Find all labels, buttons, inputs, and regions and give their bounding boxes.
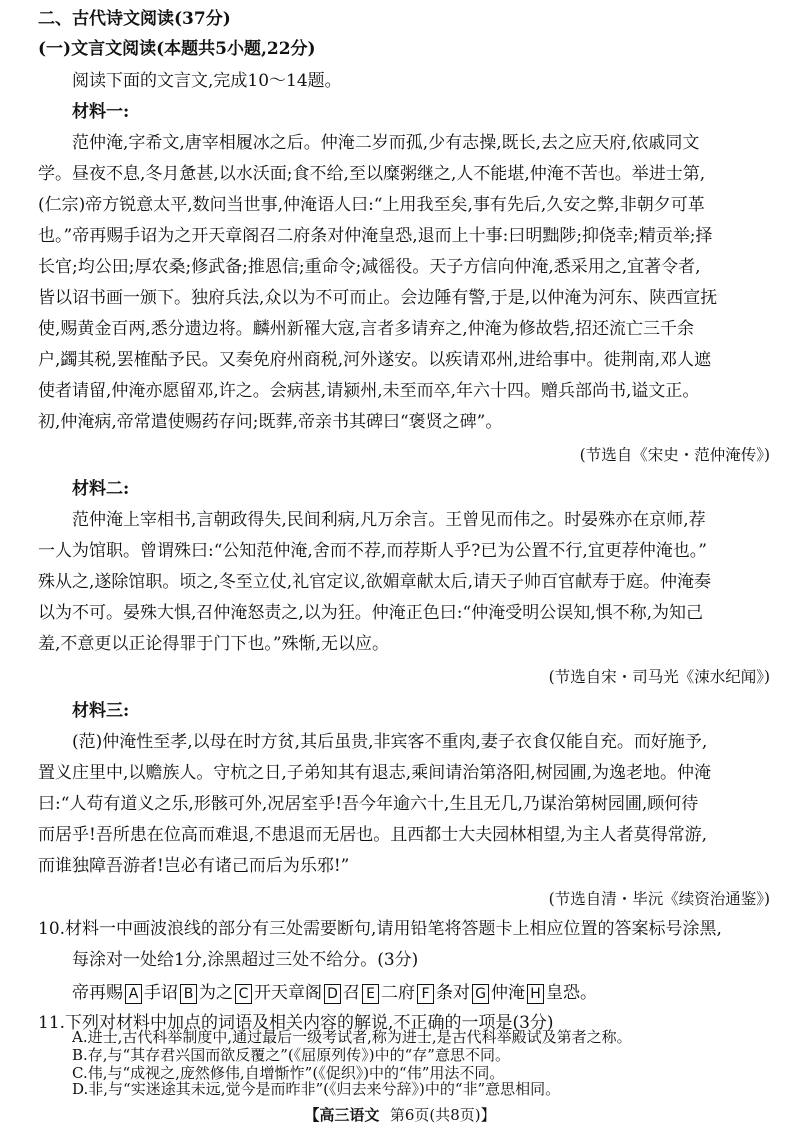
material1-line: 皆以诏书画一颁下。独府兵法,众以为不可而止。会边陲有警,于是,以仲淹为河东、陕西宣抚: [38, 288, 718, 308]
material2-line: 以为不可。晏殊大惧,召仲淹怒责之,以为狂。仲淹正色曰:“仲淹受明公误知,惧不称,为知己: [38, 603, 704, 623]
q10-segment: 二府: [381, 983, 415, 1003]
footer-label: 【高三语文: [304, 1106, 380, 1124]
q10-box[interactable]: F: [417, 984, 434, 1004]
material3-line: 而居乎!吾所患在位高而难退,不患退而无居也。且西都士大夫园林相望,为主人者莫得常游,: [38, 825, 708, 845]
q11-option-d: D.非,与“实迷途其未远,觉今是而昨非”(《归去来兮辞》)中的“非”意思相同。: [72, 1080, 561, 1098]
q11-stem: 11.下列对材料中加点的词语及相关内容的解说,不正确的一项是(3分): [38, 1013, 554, 1033]
material3-line: 曰:“人苟有道义之乐,形骸可外,况居室乎!吾今年逾六十,生且无几,乃谋治第树园圃,顾何待: [38, 794, 699, 814]
material3-heading: 材料三:: [72, 701, 130, 721]
material1-line: 户,蠲其税,罢榷酤予民。又奏免府州商税,河外遂安。以疾请邓州,进给事中。徙荆南,邓人遮: [38, 350, 712, 370]
material2-line: 殊从之,遂除馆职。顷之,冬至立仗,礼官定议,欲媚章献太后,请天子帅百官献寿于庭。仲淹奏: [38, 572, 712, 592]
page-footer: [0, 1104, 800, 1125]
q10-box[interactable]: C: [235, 984, 252, 1004]
section-title: 二、古代诗文阅读(37分): [38, 9, 231, 29]
q10-segment: 召: [343, 983, 360, 1003]
material2-line: 羞,不意更以正论得罪于门下也。”殊惭,无以应。: [38, 634, 389, 654]
material2-source: (节选自宋・司马光《涑水纪闻》): [548, 668, 770, 686]
q10-segment: 手诏: [144, 983, 178, 1003]
material1-line: 初,仲淹病,帝常遣使赐药存问;既葬,帝亲书其碑曰“褒贤之碑”。: [38, 412, 503, 432]
material3-line: 置义庄里中,以赡族人。守杭之日,子弟知其有退志,乘间请治第洛阳,树园圃,为逸老地。仲淹: [38, 763, 712, 783]
q11-option-c: C.伟,与“成视之,庞然修伟,自增惭怍”(《促织》)中的“伟”用法不同。: [72, 1064, 505, 1082]
q10-stem-cont: 每涂对一处给1分,涂黑超过三处不给分。(3分): [72, 950, 419, 970]
q10-box[interactable]: D: [324, 984, 341, 1004]
material1-line: 使者请留,仲淹亦愿留邓,许之。会病甚,请颍州,未至而卒,年六十四。赠兵部尚书,谥文正。: [38, 381, 700, 401]
q10-answer-row: [72, 982, 772, 1004]
q10-box[interactable]: B: [180, 984, 197, 1004]
q11-option-a: A.进士,古代科举制度中,通过最后一级考试者,称为进士,是古代科举殿试及第者之称。: [72, 1028, 632, 1046]
material1-line: 也。”帝再赐手诏为之开天章阁召二府条对仲淹皇恐,退而上十事:曰明黜陟;抑侥幸;精贡举;择: [38, 226, 713, 246]
q10-box[interactable]: E: [362, 984, 379, 1004]
material2-line: 一人为馆职。曾谓殊曰:“公知范仲淹,舍而不荐,而荐斯人乎?已为公置不行,宜更荐仲淹也。”: [38, 541, 707, 561]
q10-box[interactable]: G: [472, 984, 489, 1004]
q11-option-b: B.存,与“其存君兴国而欲反覆之”(《屈原列传》)中的“存”意思不同。: [72, 1046, 510, 1064]
material3-source: (节选自清・毕沅《续资治通鉴》): [548, 890, 770, 908]
material2-heading: 材料二:: [72, 479, 130, 499]
q10-segment: 皇恐。: [546, 983, 597, 1003]
q10-stem: 10.材料一中画波浪线的部分有三处需要断句,请用铅笔将答题卡上相应位置的答案标号涂黑,: [38, 919, 722, 939]
material3-line: 而谁独障吾游者!岂必有诸己而后为乐邪!”: [38, 856, 350, 876]
material1-line: (仁宗)帝方锐意太平,数问当世事,仲淹语人曰:“上用我至矣,事有先后,久安之弊,非朝夕可革: [38, 195, 705, 215]
footer-page: 第6页(共8页)】: [389, 1106, 496, 1124]
material2-line: 范仲淹上宰相书,言朝政得失,民间利病,凡万余言。王曾见而伟之。时晏殊亦在京师,荐: [72, 510, 706, 530]
q10-segment: 帝再赐: [72, 983, 123, 1003]
q10-segment: 仲淹: [491, 983, 525, 1003]
q10-segment: 开天章阁: [254, 983, 322, 1003]
material1-line: 范仲淹,字希文,唐宰相履冰之后。仲淹二岁而孤,少有志操,既长,去之应天府,依戚同文: [72, 133, 700, 153]
instruction: 阅读下面的文言文,完成10～14题。: [72, 71, 342, 91]
q10-box[interactable]: A: [125, 984, 142, 1004]
material3-line: (范)仲淹性至孝,以母在时方贫,其后虽贵,非宾客不重肉,妻子衣食仅能自充。而好施予,: [72, 732, 708, 752]
q10-box[interactable]: H: [527, 984, 544, 1004]
subsection-title: (一)文言文阅读(本题共5小题,22分): [38, 39, 316, 59]
material1-line: 学。昼夜不息,冬月惫甚,以水沃面;食不给,至以糜粥继之,人不能堪,仲淹不苦也。举进士第,: [38, 164, 706, 184]
q10-segment: 为之: [199, 983, 233, 1003]
material1-heading: 材料一:: [72, 102, 130, 122]
q10-segment: 条对: [436, 983, 470, 1003]
material1-line: 长官;均公田;厚农桑;修武备;推恩信;重命令;减徭役。天子方信向仲淹,悉采用之,宜著令者,: [38, 257, 701, 277]
material1-source: (节选自《宋史・范仲淹传》): [579, 446, 770, 464]
material1-line: 使,赐黄金百两,悉分遗边将。麟州新罹大寇,言者多请弃之,仲淹为修故砦,招还流亡三千余: [38, 319, 695, 339]
